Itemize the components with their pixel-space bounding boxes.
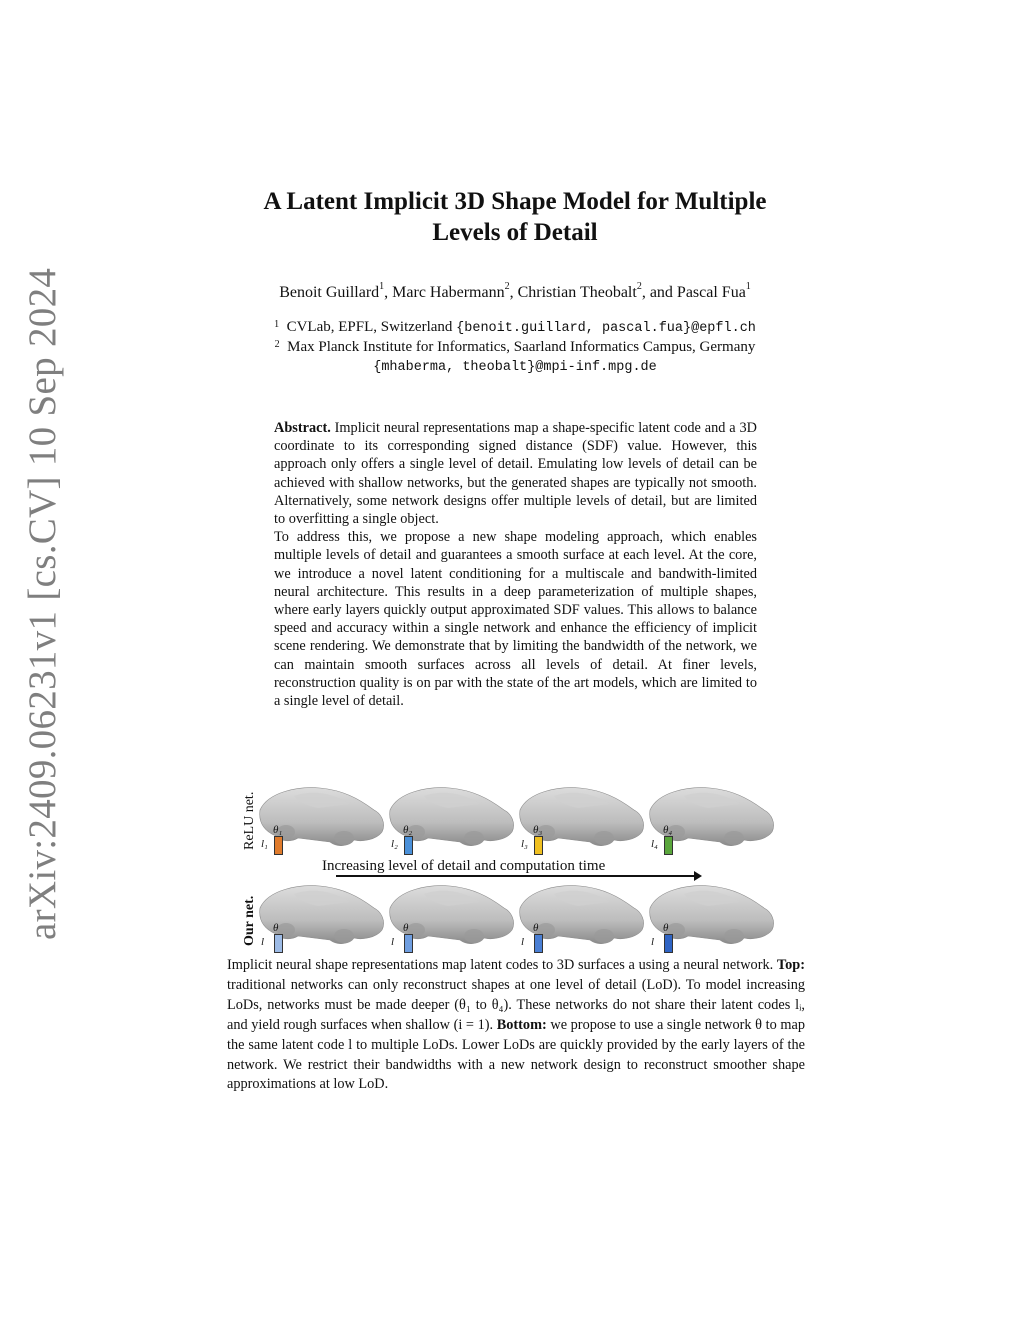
network-theta-label: θ₄ — [663, 824, 673, 836]
network-block-icon — [534, 934, 543, 953]
figure-caption — [227, 956, 805, 1095]
caption-text: traditional networks can only reconstruct shapes at one level of detail (LoD). To model increasing LoDs, networks must be made deeper (θ₁ to θ₄). These networks do not share their latent codes lᵢ, and yield rough surfaces when shallow (i = 1). — [227, 976, 805, 1033]
network-theta-label: θ₃ — [533, 824, 543, 836]
affiliation-2 — [180, 338, 850, 357]
title-line-2: Levels of Detail — [432, 219, 598, 246]
author-name: Pascal Fua — [676, 284, 746, 301]
row-label-relu: ReLU net. — [242, 791, 257, 850]
affil-mark: 1 — [274, 319, 280, 330]
author-name: Benoit Guillard — [279, 284, 380, 301]
network-block-icon — [404, 836, 413, 855]
abstract-label: Abstract. — [274, 420, 331, 436]
paper-title — [200, 186, 830, 248]
network-block-icon — [664, 934, 673, 953]
lod-axis-caption: Increasing level of detail and computation time — [322, 858, 606, 874]
latent-code-label: l — [261, 936, 265, 948]
row-label-ours: Our net. — [242, 895, 257, 946]
caption-text: Implicit neural shape representations map latent codes to 3D surfaces a using a neural network. — [227, 957, 777, 973]
lod-arrow — [336, 875, 696, 877]
affil-mark: 2 — [504, 281, 510, 292]
network-block-icon — [274, 836, 283, 855]
latent-code-label: l — [521, 936, 525, 948]
latent-code-label: l₃ — [521, 838, 528, 850]
affiliations — [180, 318, 850, 377]
arxiv-identifier: arXiv:2409.06231v1 [cs.CV] 10 Sep 2024 — [21, 267, 64, 940]
affiliation-1 — [180, 318, 850, 338]
network-theta-label: θ₂ — [403, 824, 413, 836]
affiliation-text: CVLab, EPFL, Switzerland — [286, 319, 457, 335]
author-name: Christian Theobalt — [517, 284, 637, 301]
network-block-icon — [664, 836, 673, 855]
network-block-icon — [534, 836, 543, 855]
network-block-icon — [274, 934, 283, 953]
abstract-paragraph-2: To address this, we propose a new shape modeling approach, which enables multiple levels of detail and guarantees a smooth surface at each level. At the core, we introduce a novel latent conditioning for a multiscale and bandwith-limited neural architecture. This results in a deep parameterization of multiple shapes, where early layers quickly output approximated SDF values. This allows to balance speed and accuracy within a single network and enhance the efficiency of implicit scene rendering. We demonstrate that by limiting the bandwidth of the network, we can maintain smooth surfaces across all levels of detail. At finer levels, reconstruction quality is on par with the state of the art models, which are limited to a single level of detail. — [274, 529, 757, 710]
affil-mark: 1 — [379, 281, 385, 292]
affil-mark: 2 — [274, 339, 280, 350]
email-address: {benoit.guillard, pascal.fua}@epfl.ch — [456, 321, 756, 336]
title-line-1: A Latent Implicit 3D Shape Model for Multiple — [263, 188, 767, 215]
email-address: {mhaberma, theobalt}@mpi-inf.mpg.de — [373, 360, 657, 375]
network-theta-label: θ — [403, 922, 409, 934]
author-list: Benoit Guillard$^1$, Marc Habermann$^2$, Christian Theobalt$^2$, and Pascal Fua$^1$ — [279, 281, 751, 301]
abstract — [274, 419, 757, 710]
caption-bottom-label: Bottom: — [496, 1016, 547, 1033]
caption-top-label: Top: — [776, 957, 805, 973]
teaser-figure — [236, 774, 796, 956]
latent-code-label: l — [651, 936, 655, 948]
network-theta-label: θ — [533, 922, 539, 934]
affil-mark: 2 — [636, 281, 642, 292]
abstract-paragraph-1 — [274, 419, 757, 528]
affil-mark: 1 — [745, 281, 751, 292]
author-name: Marc Habermann — [392, 284, 505, 301]
latent-code-label: l — [391, 936, 395, 948]
abstract-text: Implicit neural representations map a shape-specific latent code and a 3D coordinate to its corresponding signed distance (SDF) value. However, this approach only offers a single level of detail. Emulating low levels of detail can be achieved with shallow networks, but the generated shapes are typically not smooth. Alternatively, some network designs offer multiple levels of detail, but are limited to overfitting a single object. — [274, 420, 757, 528]
caption-text: we propose to use a single network θ to map the same latent code l to multiple LoDs. Lower LoDs are quickly provided by the early layers of the network. We restrict their bandwidths with a new network design to reconstruct smoother shape approximations at low LoD. — [227, 1016, 805, 1093]
latent-code-label: l₄ — [651, 838, 658, 850]
affiliation-2-email — [180, 357, 850, 377]
latent-code-label: l₁ — [261, 838, 268, 850]
latent-code-label: l₂ — [391, 838, 398, 850]
network-theta-label: θ — [273, 922, 279, 934]
affiliation-text: Max Planck Institute for Informatics, Saarland Informatics Campus, Germany — [287, 339, 756, 355]
network-theta-label: θ — [663, 922, 669, 934]
network-block-icon — [404, 934, 413, 953]
network-theta-label: θ₁ — [273, 824, 283, 836]
